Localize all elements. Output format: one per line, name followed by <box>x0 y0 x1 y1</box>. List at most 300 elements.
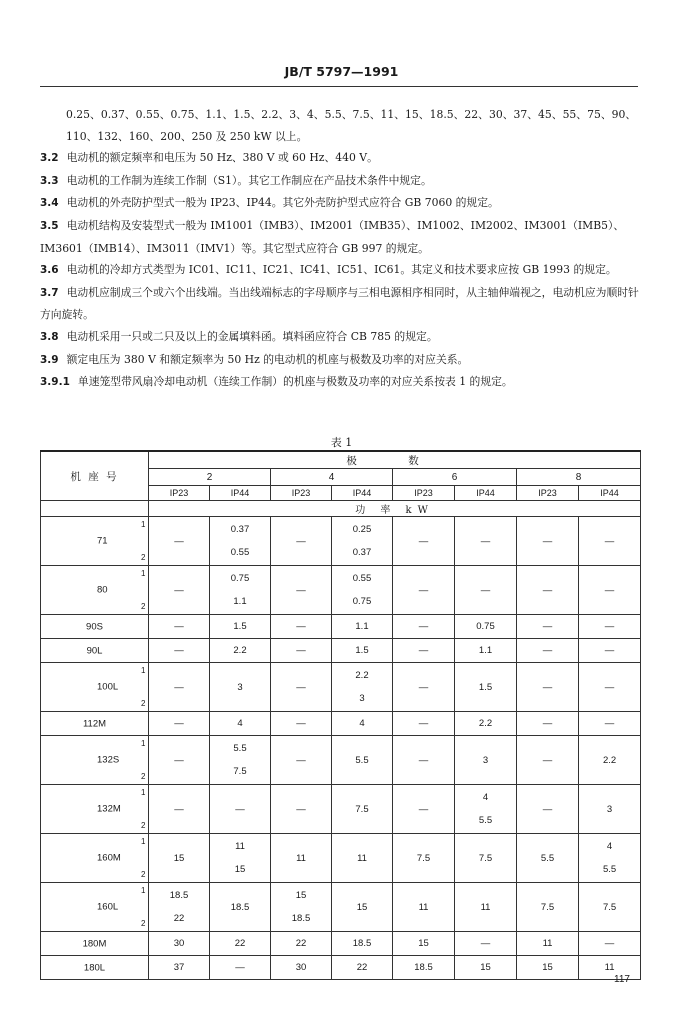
power-cell <box>332 932 393 956</box>
power-value: — <box>174 803 184 815</box>
power-cell <box>455 785 517 834</box>
power-value: — <box>296 584 306 596</box>
power-cell <box>210 736 271 785</box>
power-cell <box>393 956 455 980</box>
power-value: 3 <box>237 681 243 693</box>
frame-number-cell <box>41 883 149 932</box>
power-cell <box>271 736 332 785</box>
frame-number-cell <box>41 663 149 712</box>
paragraph-power-ratings <box>40 104 640 147</box>
power-value: — <box>542 803 553 815</box>
power-cell <box>517 566 579 615</box>
power-cell <box>332 517 393 566</box>
power-value: 18.5 <box>291 912 311 924</box>
frame-sub-index: 2 <box>141 699 146 708</box>
power-cell <box>271 517 332 566</box>
pole-group-header: 6 <box>393 469 517 486</box>
power-cell <box>271 639 332 663</box>
power-cell <box>271 566 332 615</box>
frame-number-cell <box>41 517 149 566</box>
table-row <box>41 932 641 956</box>
frame-number: 180L <box>83 962 106 973</box>
power-value: 18.5 <box>230 901 250 913</box>
power-cell <box>579 663 641 712</box>
power-cell <box>455 615 517 639</box>
frame-header-spacer <box>41 501 149 517</box>
power-cell <box>517 834 579 883</box>
power-value: 7.5 <box>602 901 617 913</box>
power-value: — <box>542 681 553 693</box>
frame-sub-index: 2 <box>141 919 146 928</box>
clause-number: 3.9 <box>40 353 59 366</box>
power-cell <box>332 615 393 639</box>
power-cell <box>579 785 641 834</box>
power-value: 1.5 <box>233 621 247 632</box>
power-value: — <box>296 718 306 729</box>
power-value: — <box>174 535 184 547</box>
power-value: — <box>174 718 184 729</box>
power-value: — <box>418 645 429 656</box>
power-cell <box>271 663 332 712</box>
power-value: 0.37 <box>230 524 250 536</box>
power-value: — <box>418 681 429 693</box>
power-value: 11 <box>480 901 491 913</box>
power-value: — <box>418 535 429 547</box>
frame-sub-index: 1 <box>141 520 146 529</box>
frame-number-cell <box>41 785 149 834</box>
clause-number: 3.9.1 <box>40 376 70 389</box>
power-value: 0.55 <box>352 573 372 585</box>
power-cell <box>393 615 455 639</box>
standard-code: JB/T 5797—1991 <box>284 64 399 79</box>
power-cell <box>332 883 393 932</box>
power-cell <box>210 712 271 736</box>
power-value: — <box>418 803 429 815</box>
power-cell <box>517 615 579 639</box>
power-cell <box>332 639 393 663</box>
power-value: 11 <box>542 938 553 949</box>
clause-3-3 <box>40 170 640 193</box>
power-cell <box>149 566 210 615</box>
power-value-stack <box>210 568 270 613</box>
power-value: — <box>418 754 429 766</box>
power-value: — <box>604 584 615 596</box>
frame-number-cell <box>41 736 149 785</box>
power-cell <box>149 517 210 566</box>
clause-number: 3.4 <box>40 197 59 210</box>
table-row <box>41 883 641 932</box>
power-cell <box>271 712 332 736</box>
power-cell <box>393 932 455 956</box>
clause-text: 单速笼型带风扇冷却电动机（连续工作制）的机座与极数及功率的对应关系按表 1 的规定。 <box>77 375 513 389</box>
power-cell <box>517 785 579 834</box>
clause-text: 电动机采用一只或二只及以上的金属填料函。填料函应符合 CB 785 的规定。 <box>66 329 438 343</box>
power-value: 0.75 <box>230 573 250 585</box>
frame-number-cell <box>41 615 149 639</box>
frame-number-cell <box>41 566 149 615</box>
table-row <box>41 736 641 785</box>
clause-text: 电动机的工作制为连续工作制（S1）。其它工作制应在产品技术条件中规定。 <box>66 173 432 187</box>
clause-number: 3.3 <box>40 174 59 187</box>
clause-text: 额定电压为 380 V 和额定频率为 50 Hz 的电动机的机座与极数及功率的对应关系。 <box>66 352 469 366</box>
frame-number-cell <box>41 956 149 980</box>
power-cell <box>393 834 455 883</box>
power-cell <box>393 883 455 932</box>
power-value: 37 <box>173 962 185 973</box>
frame-number: 132S <box>97 754 120 766</box>
frame-number-cell <box>41 639 149 663</box>
clause-number: 3.8 <box>40 330 59 343</box>
power-cell <box>455 883 517 932</box>
power-value: — <box>542 754 553 766</box>
power-value: 7.5 <box>355 803 369 815</box>
power-cell <box>579 736 641 785</box>
power-cell <box>579 712 641 736</box>
power-cell <box>393 712 455 736</box>
power-cell <box>579 883 641 932</box>
paragraph-text: 0.25、0.37、0.55、0.75、1.1、1.5、2.2、3、4、5.5、7.5、11、15、18.5、22、30、37、45、55、75、90、110、132、160、200、250 及 250 kW 以上。 <box>66 108 637 143</box>
frame-sub-index: 2 <box>141 772 146 781</box>
frame-sub-index: 2 <box>141 870 146 879</box>
power-value: 3 <box>606 803 613 815</box>
power-cell <box>579 615 641 639</box>
power-value: 7.5 <box>233 765 247 777</box>
power-value: 7.5 <box>478 852 493 864</box>
power-value: 3 <box>359 692 365 704</box>
table-row <box>41 785 641 834</box>
power-value: 30 <box>295 962 307 973</box>
power-value: 5.5 <box>540 852 555 864</box>
power-value: 22 <box>173 912 185 924</box>
header-rule <box>40 86 638 87</box>
frame-number: 71 <box>97 535 108 547</box>
power-value: 18.5 <box>169 890 189 902</box>
frame-sub-index: 1 <box>141 739 146 748</box>
power-value: 18.5 <box>414 962 433 973</box>
power-cell <box>271 956 332 980</box>
power-value: 2.2 <box>355 670 369 682</box>
power-value: — <box>296 645 306 656</box>
power-value: — <box>480 938 491 949</box>
power-cell <box>579 639 641 663</box>
power-cell <box>455 517 517 566</box>
power-cell <box>579 932 641 956</box>
power-value: 2.2 <box>233 645 247 656</box>
power-value: 2.2 <box>602 754 617 766</box>
power-cell <box>455 932 517 956</box>
power-cell <box>393 663 455 712</box>
table-row <box>41 517 641 566</box>
power-value: — <box>418 584 429 596</box>
power-cell <box>149 956 210 980</box>
power-value: 0.25 <box>352 524 372 536</box>
power-cell <box>332 663 393 712</box>
power-value: 1.1 <box>478 645 493 656</box>
frame-header: 机 座 号 <box>41 451 149 501</box>
ip-rating-header: IP23 <box>517 486 579 501</box>
power-value: 4 <box>606 841 613 853</box>
power-value: 15 <box>234 863 246 875</box>
power-cell <box>210 663 271 712</box>
ip-rating-header: IP44 <box>210 486 271 501</box>
power-value: — <box>235 962 245 973</box>
power-value: — <box>418 718 429 729</box>
power-cell <box>149 785 210 834</box>
power-value: — <box>604 645 615 656</box>
pole-group-header: 4 <box>271 469 393 486</box>
power-value: — <box>480 535 491 547</box>
frame-number: 100L <box>97 681 119 693</box>
power-value: — <box>174 681 184 693</box>
power-cell <box>210 517 271 566</box>
clause-text: 电动机结构及安装型式一般为 IM1001（IMB3）、IM2001（IMB35）、IM1002、IM2002、IM3001（IMB5）、IM3601（IMB14）、IM3011（IMV1）等。其它型式应符合 GB 997 的规定。 <box>40 218 625 255</box>
frame-sub-index: 1 <box>141 666 146 675</box>
power-cell <box>517 932 579 956</box>
power-value: 22 <box>356 962 368 973</box>
power-value: 4 <box>237 718 243 729</box>
power-cell <box>579 517 641 566</box>
clause-3-9-1 <box>40 371 640 394</box>
power-value: — <box>542 645 553 656</box>
power-value: — <box>296 803 306 815</box>
power-cell <box>210 932 271 956</box>
power-cell <box>210 639 271 663</box>
power-value-stack <box>332 665 392 710</box>
power-cell <box>210 566 271 615</box>
power-cell <box>455 712 517 736</box>
frame-sub-index: 1 <box>141 569 146 578</box>
power-value: — <box>235 803 245 815</box>
poles-header: 极 数 <box>149 451 641 469</box>
power-value: 4 <box>359 718 365 729</box>
power-value: 11 <box>604 962 615 973</box>
power-value: 7.5 <box>416 852 431 864</box>
power-value: — <box>542 621 553 632</box>
power-value-stack <box>455 787 516 832</box>
power-value: 15 <box>418 938 429 949</box>
power-cell <box>332 736 393 785</box>
power-value: 5.5 <box>602 863 617 875</box>
power-value: 7.5 <box>540 901 555 913</box>
power-cell <box>149 712 210 736</box>
power-value-stack <box>332 568 392 613</box>
power-cell <box>149 834 210 883</box>
power-value: — <box>296 754 306 766</box>
frame-number: 112M <box>82 718 107 729</box>
clause-3-2 <box>40 147 640 170</box>
power-value: 1.5 <box>355 645 369 656</box>
power-value: — <box>174 754 184 766</box>
clause-3-6 <box>40 259 640 282</box>
power-cell <box>393 736 455 785</box>
power-value: 11 <box>235 841 245 853</box>
frame-number-cell <box>41 834 149 883</box>
page-number: 117 <box>614 974 630 985</box>
power-cell <box>517 517 579 566</box>
power-cell <box>210 956 271 980</box>
power-value: — <box>296 621 306 632</box>
power-value-stack <box>332 519 392 564</box>
power-cell <box>271 834 332 883</box>
table-row <box>41 956 641 980</box>
power-value: 15 <box>480 962 491 973</box>
power-cell <box>517 712 579 736</box>
power-value: — <box>542 584 553 596</box>
power-unit-header: 功 率 kW <box>149 501 641 517</box>
power-value-stack <box>210 836 270 881</box>
power-value: 5.5 <box>233 743 247 755</box>
ip-rating-header: IP23 <box>393 486 455 501</box>
power-value: — <box>174 584 184 596</box>
table-row <box>41 663 641 712</box>
clause-number: 3.7 <box>40 286 59 299</box>
clause-number: 3.2 <box>40 152 59 165</box>
power-cell <box>393 566 455 615</box>
power-value: 15 <box>295 890 307 902</box>
frame-number: 180M <box>82 938 107 949</box>
frame-number: 80 <box>97 584 108 596</box>
power-cell <box>517 736 579 785</box>
power-cell <box>393 517 455 566</box>
power-value: 1.1 <box>233 595 247 607</box>
power-value: 4 <box>482 792 489 804</box>
power-value: 22 <box>234 938 246 949</box>
power-cell <box>149 883 210 932</box>
power-value: 5.5 <box>478 814 493 826</box>
frame-sub-index: 1 <box>141 837 146 846</box>
power-cell <box>455 566 517 615</box>
frame-number-cell <box>41 932 149 956</box>
power-value: 5.5 <box>355 754 369 766</box>
frame-power-table <box>40 450 641 980</box>
frame-number: 90L <box>86 645 103 656</box>
power-value: — <box>604 681 615 693</box>
power-cell <box>517 663 579 712</box>
clause-3-4 <box>40 192 640 215</box>
table-row <box>41 566 641 615</box>
frame-sub-index: 2 <box>141 553 146 562</box>
power-cell <box>210 883 271 932</box>
frame-sub-index: 1 <box>141 788 146 797</box>
power-cell <box>149 639 210 663</box>
power-value: 11 <box>418 901 429 913</box>
clause-number: 3.5 <box>40 219 59 232</box>
clause-text: 电动机的额定频率和电压为 50 Hz、380 V 或 60 Hz、440 V。 <box>66 151 378 165</box>
power-cell <box>332 956 393 980</box>
table-row <box>41 834 641 883</box>
power-value: 0.55 <box>230 546 250 558</box>
power-cell <box>271 883 332 932</box>
frame-number: 132M <box>97 803 121 815</box>
power-cell <box>210 615 271 639</box>
power-value: 1.1 <box>355 621 369 632</box>
power-value: 15 <box>173 852 185 864</box>
power-cell <box>393 785 455 834</box>
power-cell <box>210 834 271 883</box>
table-caption: 表 1 <box>330 436 353 449</box>
ip-rating-header: IP44 <box>455 486 517 501</box>
power-cell <box>149 663 210 712</box>
power-cell <box>332 785 393 834</box>
power-cell <box>579 834 641 883</box>
power-cell <box>455 639 517 663</box>
power-cell <box>332 712 393 736</box>
power-cell <box>455 834 517 883</box>
power-cell <box>271 785 332 834</box>
power-cell <box>455 736 517 785</box>
clause-3-9 <box>40 349 640 372</box>
power-cell <box>517 639 579 663</box>
pole-group-header: 2 <box>149 469 271 486</box>
power-cell <box>455 663 517 712</box>
clause-text: 电动机的外壳防护型式一般为 IP23、IP44。其它外壳防护型式应符合 GB 7060 的规定。 <box>66 196 499 210</box>
power-value: — <box>604 535 615 547</box>
power-cell <box>271 615 332 639</box>
power-cell <box>149 615 210 639</box>
clause-3-7 <box>40 282 640 326</box>
ip-rating-header: IP44 <box>332 486 393 501</box>
ip-rating-header: IP44 <box>579 486 641 501</box>
power-value-stack <box>271 885 331 930</box>
power-cell <box>149 932 210 956</box>
power-cell <box>332 834 393 883</box>
power-value: — <box>174 645 184 656</box>
power-value: 0.75 <box>476 621 495 632</box>
power-value: 18.5 <box>352 938 372 949</box>
clause-text: 电动机应制成三个或六个出线端。当出线端标志的字母顺序与三相电源相序相同时，从主轴伸端视之，电动机应为顺时针方向旋转。 <box>40 285 639 322</box>
frame-number: 160M <box>97 852 121 864</box>
power-value: 2.2 <box>478 718 493 729</box>
document-body <box>40 104 640 394</box>
document-header <box>0 64 683 79</box>
power-value: — <box>604 718 615 729</box>
frame-sub-index: 2 <box>141 821 146 830</box>
power-cell <box>393 639 455 663</box>
frame-sub-index: 1 <box>141 886 146 895</box>
power-cell <box>271 932 332 956</box>
power-value: 22 <box>295 938 307 949</box>
power-value: 3 <box>482 754 489 766</box>
clause-3-5 <box>40 215 640 259</box>
frame-number: 90S <box>86 621 103 632</box>
power-value: 1.5 <box>478 681 493 693</box>
power-value: — <box>296 535 306 547</box>
table-row <box>41 712 641 736</box>
power-value-stack <box>210 738 270 783</box>
power-value-stack <box>149 885 209 930</box>
power-value-stack <box>210 519 270 564</box>
power-value: — <box>296 681 306 693</box>
power-value: 11 <box>357 852 367 864</box>
power-value: — <box>542 535 553 547</box>
clause-text: 电动机的冷却方式类型为 IC01、IC11、IC21、IC41、IC51、IC61。其定义和技术要求应按 GB 1993 的规定。 <box>66 263 617 277</box>
power-cell <box>579 566 641 615</box>
power-value: 0.75 <box>352 595 372 607</box>
power-value: — <box>542 718 553 729</box>
pole-group-header: 8 <box>517 469 641 486</box>
frame-number: 160L <box>97 901 119 913</box>
power-value: — <box>604 938 615 949</box>
power-cell <box>579 956 641 980</box>
clause-number: 3.6 <box>40 264 59 277</box>
power-value: 30 <box>173 938 185 949</box>
power-cell <box>149 736 210 785</box>
power-cell <box>455 956 517 980</box>
frame-sub-index: 2 <box>141 602 146 611</box>
clause-3-8 <box>40 326 640 349</box>
power-value: 15 <box>356 901 368 913</box>
table-row <box>41 615 641 639</box>
